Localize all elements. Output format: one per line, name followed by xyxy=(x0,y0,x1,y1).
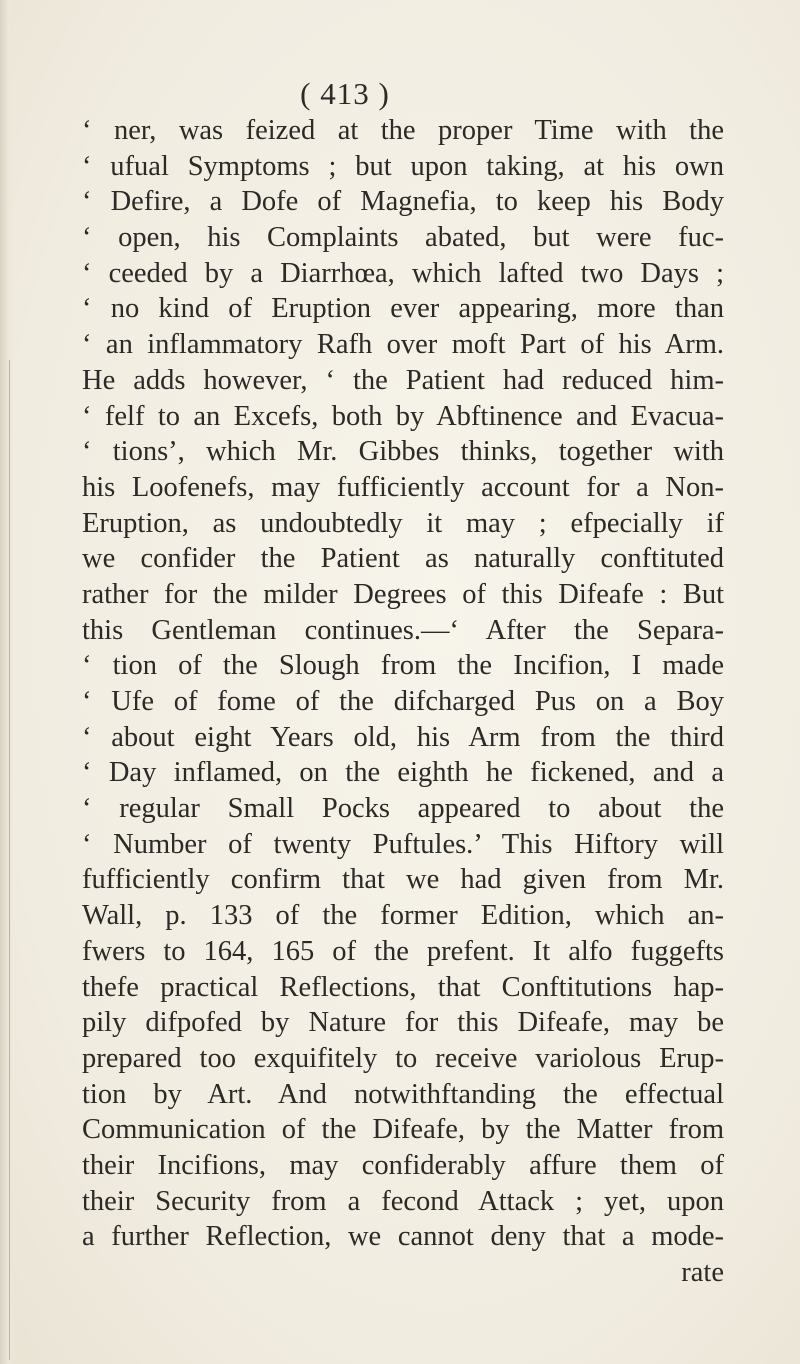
text-line: ‘ ufual Symptoms ; but upon taking, at his own xyxy=(82,150,724,182)
text-line: ‘ Number of twenty Puftules.’ This Hiftory will xyxy=(82,828,724,860)
text-line: ‘ about eight Years old, his Arm from the third xyxy=(82,721,724,753)
text-line: Communication of the Difeafe, by the Matter from xyxy=(82,1114,724,1146)
text-line: this Gentleman continues.—‘ After the Separa- xyxy=(82,614,724,646)
text-line: ‘ Defire, a Dofe of Magnefia, to keep his Body xyxy=(82,186,724,218)
body-text xyxy=(82,113,724,1291)
text-line: rather for the milder Degrees of this Difeafe : But xyxy=(82,578,724,610)
text-line: ‘ Day inflamed, on the eighth he fickened, and a xyxy=(82,757,724,789)
text-line: their Security from a fecond Attack ; yet, upon xyxy=(82,1185,724,1217)
text-line: their Incifions, may confiderably affure them of xyxy=(82,1149,724,1181)
text-line: pily difpofed by Nature for this Difeafe, may be xyxy=(82,1007,724,1039)
text-line: ‘ an inflammatory Rafh over moft Part of his Arm. xyxy=(82,329,724,361)
text-line: his Loofenefs, may fufficiently account for a Non- xyxy=(82,471,724,503)
text-line: Wall, p. 133 of the former Edition, which an- xyxy=(82,900,724,932)
text-line: fwers to 164, 165 of the prefent. It alfo fuggefts xyxy=(82,935,724,967)
text-line: a further Reflection, we cannot deny that a mode- xyxy=(82,1221,724,1253)
page-gutter-edge xyxy=(0,0,14,1364)
text-line: ‘ ner, was feized at the proper Time with the xyxy=(82,115,724,146)
text-line: thefe practical Reflections, that Conftitutions hap- xyxy=(82,971,724,1003)
text-line: He adds however, ‘ the Patient had reduced him- xyxy=(82,364,724,396)
text-line: ‘ regular Small Pocks appeared to about the xyxy=(82,793,724,825)
text-line: ‘ felf to an Excefs, both by Abftinence and Evacua- xyxy=(82,400,724,432)
text-line: ‘ tions’, which Mr. Gibbes thinks, together with xyxy=(82,436,724,468)
text-line: we confider the Patient as naturally conftituted xyxy=(82,543,724,575)
text-line: ‘ no kind of Eruption ever appearing, more than xyxy=(82,293,724,325)
text-line: fufficiently confirm that we had given from Mr. xyxy=(82,864,724,896)
page-number: ( 413 ) xyxy=(300,76,390,111)
text-line: prepared too exquifitely to receive variolous Erup- xyxy=(82,1042,724,1074)
text-line: tion by Art. And notwithftanding the effectual xyxy=(82,1078,724,1110)
text-line: ‘ ceeded by a Diarrhœa, which lafted two Days ; xyxy=(82,257,724,289)
text-line: ‘ tion of the Slough from the Incifion, I made xyxy=(82,650,724,682)
text-line: ‘ Ufe of fome of the difcharged Pus on a Boy xyxy=(82,686,724,717)
catchword: rate xyxy=(681,1257,724,1288)
text-line: ‘ open, his Complaints abated, but were fuc- xyxy=(82,222,724,254)
text-line: Eruption, as undoubtedly it may ; efpecially if xyxy=(82,507,724,539)
